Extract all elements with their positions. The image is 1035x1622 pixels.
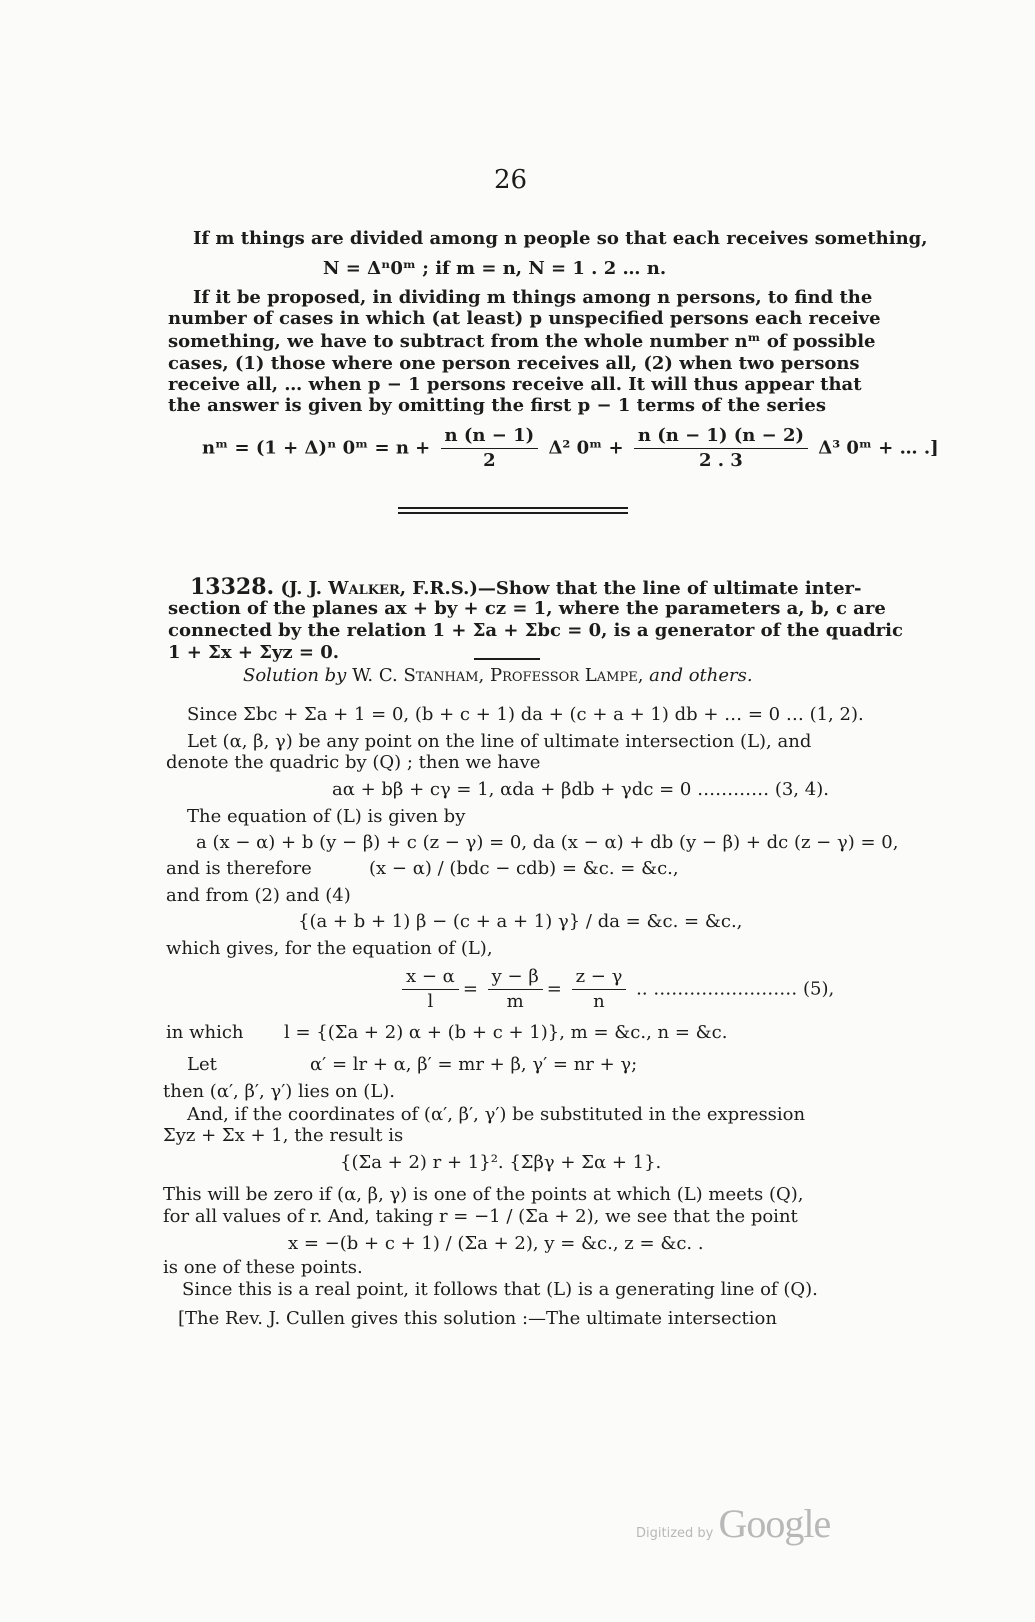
fraction-denominator: m <box>488 989 543 1014</box>
fraction-numerator: n (n − 1) (n − 2) <box>637 425 804 446</box>
solution-line-11-eq: l = {(Σa + 2) α + (b + c + 1)}, m = &c., n = &c. <box>284 1022 728 1043</box>
problem-line-3: connected by the relation 1 + Σa + Σbc = 0, is a generator of the quadric <box>168 620 903 641</box>
prev-para-5: receive all, … when p − 1 persons receive all. It will thus appear that <box>168 374 862 395</box>
solution-line-04: aα + bβ + cγ = 1, αda + βdb + γdc = 0 ………… (3, 4). <box>332 779 829 800</box>
solution-line-17: This will be zero if (α, β, γ) is one of the points at which (L) meets (Q), <box>163 1184 804 1205</box>
problem-line-1 <box>190 576 862 600</box>
equation-5: $\frac{x - \alpha}{l}$ = $\frac{y - \beta}{m}$ = $\frac{z - \gamma}{n}$ .. …………………… (5), <box>398 965 834 1014</box>
solution-line-21: Since this is a real point, it follows that (L) is a generating line of (Q). <box>182 1279 818 1300</box>
solution-line-22: [The Rev. J. Cullen gives this solution :—The ultimate intersection <box>178 1308 777 1329</box>
page-number: 26 <box>494 165 528 195</box>
series-equation <box>202 424 939 473</box>
series-fraction-1 <box>441 424 539 473</box>
prev-para-4: cases, (1) those where one person receives all, (2) when two persons <box>168 353 860 374</box>
solution-others: and others. <box>649 665 753 686</box>
problem-number: 13328. <box>190 574 275 600</box>
separator-rule-bottom <box>398 512 628 514</box>
prev-para-6: the answer is given by omitting the first p − 1 terms of the series <box>168 395 826 416</box>
prev-para-1: If it be proposed, in dividing m things among n persons, to find the <box>193 287 873 308</box>
separator-rule-top <box>398 507 628 509</box>
solution-line-03: denote the quadric by (Q) ; then we have <box>166 752 541 773</box>
problem-text: Show that the line of ultimate inter- <box>495 578 862 599</box>
fraction-numerator: x − α <box>406 966 455 987</box>
solution-line-02: Let (α, β, γ) be any point on the line of ultimate intersection (L), and <box>187 731 812 752</box>
digitized-by-google-watermark <box>636 1500 830 1547</box>
solution-line-16: {(Σa + 2) r + 1}². {Σβγ + Σα + 1}. <box>340 1152 662 1173</box>
fraction-denominator: n <box>572 989 627 1014</box>
eq5-fraction-x <box>402 965 459 1014</box>
solution-line-13: then (α′, β′, γ′) lies on (L). <box>163 1081 396 1102</box>
solution-line-06: a (x − α) + b (y − β) + c (z − γ) = 0, da (x − α) + db (y − β) + dc (z − γ) = 0, <box>196 832 899 853</box>
solution-by: Solution by <box>243 665 347 686</box>
short-rule <box>474 658 540 660</box>
solution-line-18: for all values of r. And, taking r = −1 / (Σa + 2), we see that the point <box>163 1206 798 1227</box>
fraction-numerator: n (n − 1) <box>444 425 535 446</box>
eq5-fraction-z <box>572 965 627 1014</box>
prev-line-1: If m things are divided among n people so that each receives something, <box>193 228 928 249</box>
eq5-tail: .. …………………… (5), <box>636 978 835 1000</box>
solution-line-20: is one of these points. <box>163 1257 363 1278</box>
fraction-numerator: y − β <box>491 966 539 987</box>
solution-line-10: which gives, for the equation of (L), <box>166 938 493 959</box>
problem-line-4: 1 + Σx + Σyz = 0. <box>168 642 340 663</box>
problem-line-2: section of the planes ax + by + cz = 1, where the parameters a, b, c are <box>168 598 886 619</box>
prev-line-2: N = Δⁿ0ᵐ ; if m = n, N = 1 . 2 … n. <box>323 258 667 279</box>
fraction-denominator: l <box>402 989 459 1014</box>
solution-line-07-label: and is therefore <box>166 858 312 879</box>
solution-line-14: And, if the coordinates of (α′, β′, γ′) be substituted in the expression <box>187 1104 806 1125</box>
fraction-numerator: z − γ <box>575 966 623 987</box>
series-mid: Δ² 0ᵐ + <box>548 437 624 459</box>
solution-heading <box>243 665 753 687</box>
fraction-denominator: 2 <box>441 448 539 473</box>
solution-line-09: {(a + b + 1) β − (c + a + 1) γ} / da = &c. = &c., <box>298 911 743 932</box>
solution-line-05: The equation of (L) is given by <box>187 806 466 827</box>
prev-para-2: number of cases in which (at least) p unspecified persons each receive <box>168 308 881 329</box>
solution-line-19: x = −(b + c + 1) / (Σa + 2), y = &c., z = &c. . <box>288 1233 704 1254</box>
solution-line-15: Σyz + Σx + 1, the result is <box>163 1125 404 1146</box>
series-tail: Δ³ 0ᵐ + … .] <box>818 437 939 459</box>
problem-author: (J. J. Walker, F.R.S.)— <box>280 578 496 599</box>
watermark-prefix: Digitized by <box>636 1526 714 1541</box>
prev-para-3: something, we have to subtract from the whole number nᵐ of possible <box>168 331 876 352</box>
solution-line-01: Since Σbc + Σa + 1 = 0, (b + c + 1) da + (c + a + 1) db + … = 0 … (1, 2). <box>187 704 864 725</box>
series-lead: nᵐ = (1 + Δ)ⁿ 0ᵐ = n + <box>202 437 431 459</box>
google-logo: Google <box>718 1501 831 1546</box>
solution-authors: W. C. Stanham, Professor Lampe, <box>346 665 650 686</box>
solution-line-08: and from (2) and (4) <box>166 885 351 906</box>
eq5-fraction-y <box>488 965 543 1014</box>
fraction-denominator: 2 . 3 <box>634 448 808 473</box>
series-fraction-2 <box>634 424 808 473</box>
solution-line-07-eq: (x − α) / (bdc − cdb) = &c. = &c., <box>369 858 679 879</box>
solution-line-11-label: in which <box>166 1022 244 1043</box>
solution-line-12-label: Let <box>187 1054 217 1075</box>
solution-line-12-eq: α′ = lr + α, β′ = mr + β, γ′ = nr + γ; <box>310 1054 638 1075</box>
